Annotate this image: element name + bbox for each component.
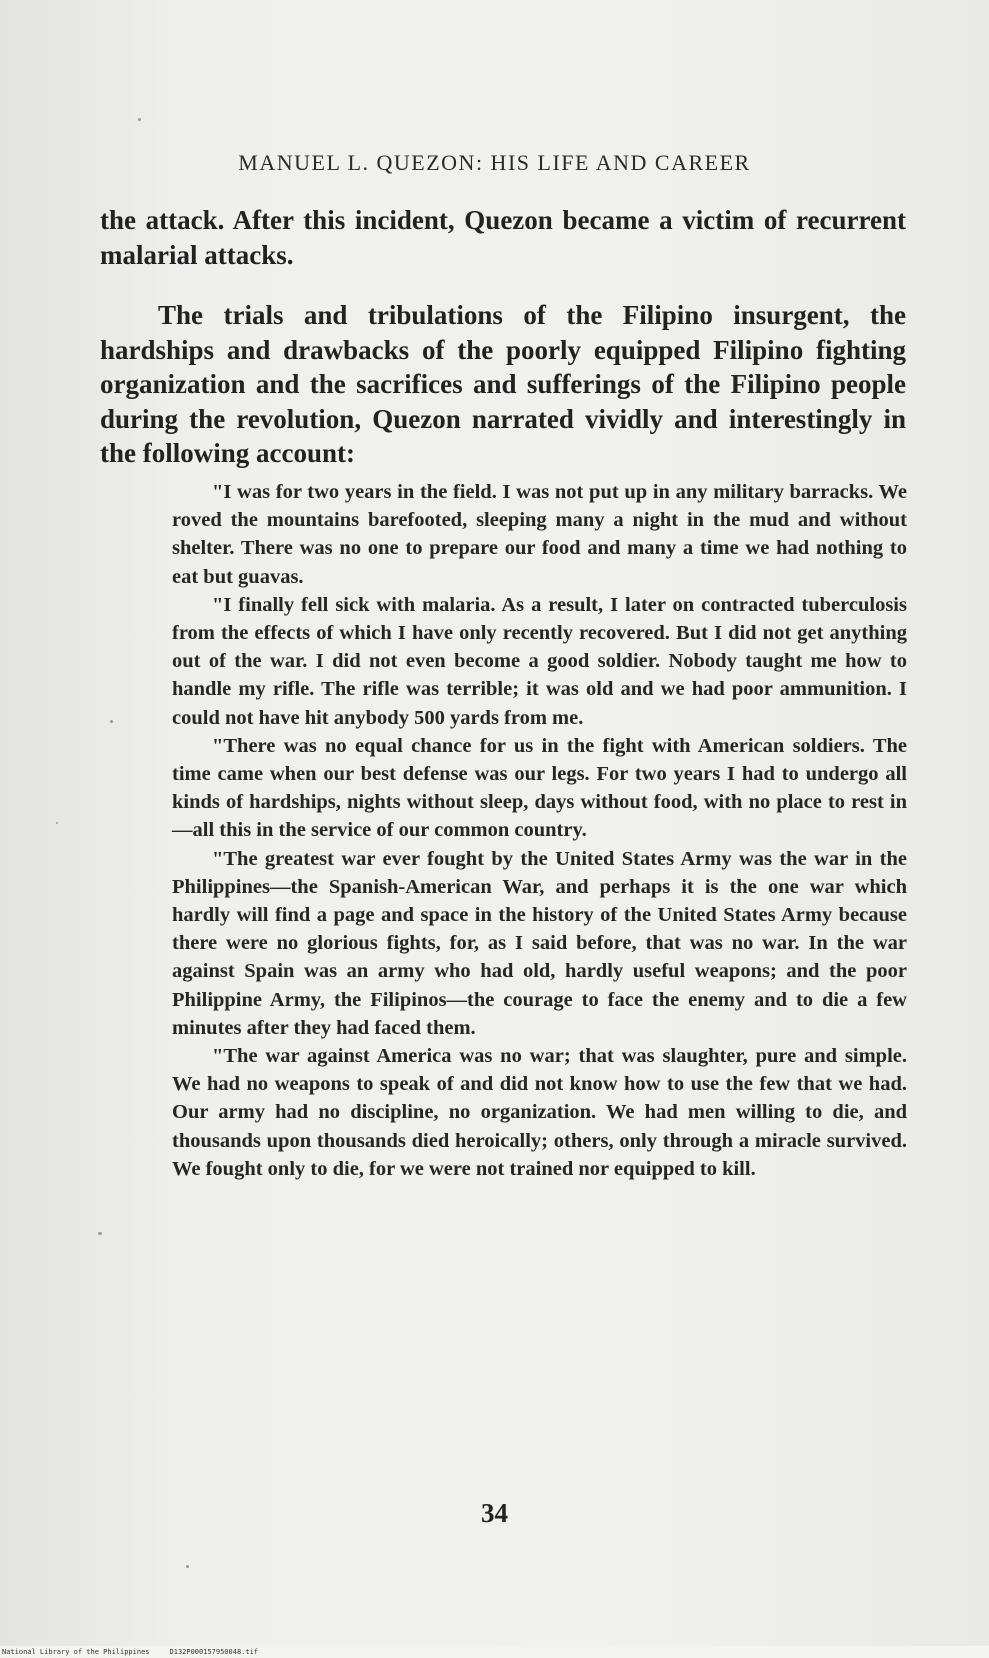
- scan-speck: [56, 822, 58, 824]
- quotation-block: [172, 478, 907, 1183]
- file-id: D132P000157950048.tif: [169, 1648, 259, 1656]
- running-head: MANUEL L. QUEZON: HIS LIFE AND CAREER: [238, 150, 751, 175]
- body-paragraph: The trials and tribulations of the Filipino insurgent, the hardships and drawbacks of the poorly equipped Filipino fighting organization and the sacrifices and sufferings of the Filipino people during the revolution, Quezon narrated vividly and interestingly in the following account:: [100, 300, 906, 468]
- quote-paragraph: "I was for two years in the field. I was not put up in any military barracks. We roved the mountains barefooted, sleeping many a night in the mud and without shelter. There was no one to prepare our food and many a time we had nothing to eat but guavas.: [172, 481, 907, 588]
- scan-speck: [186, 1565, 189, 1568]
- quote-paragraph: "I finally fell sick with malaria. As a result, I later on contracted tuberculosis from the effects of which I have only recently recovered. But I did not get anything out of the war. I did not even become a good soldier. Nobody taught me how to handle my rifle. The rifle was terrible; it was old and we had poor ammunition. I could not have hit anybody 500 yards from me.: [172, 593, 907, 729]
- scan-speck: [110, 720, 113, 723]
- scan-speck: [98, 1232, 102, 1235]
- body-paragraph: the attack. After this incident, Quezon became a victim of recurrent malarial attacks.: [100, 205, 906, 270]
- scan-footer: [0, 1646, 989, 1658]
- page-number: 34: [481, 1498, 508, 1528]
- scan-speck: [138, 118, 141, 121]
- library-credit: National Library of the Philippines: [2, 1648, 150, 1656]
- quote-paragraph: "The war against America was no war; that was slaughter, pure and simple. We had no weapons to speak of and did not know how to use the few that we had. Our army had no discipline, no organization. We had men willing to die, and thousands upon thousands died heroically; others, only through a miracle survived. We fought only to die, for we were not trained nor equipped to kill.: [172, 1045, 907, 1180]
- quote-paragraph: "There was no equal chance for us in the fight with American soldiers. The time came when our best defense was our legs. For two years I had to undergo all kinds of hardships, nights without sleep, days without food, with no place to rest in—all this in the service of our common country.: [172, 734, 907, 842]
- quote-paragraph: "The greatest war ever fought by the United States Army was the war in the Philippines—the Spanish-American War, and perhaps it is the one war which hardly will find a page and space in the history of the United States Army because there were no glorious fights, for, as I said before, that was no war. In the war against Spain was an army who had old, hardly useful weapons; and the poor Philippine Army, the Filipinos—the courage to face the enemy and to die a few minutes after they had faced them.: [172, 847, 907, 1039]
